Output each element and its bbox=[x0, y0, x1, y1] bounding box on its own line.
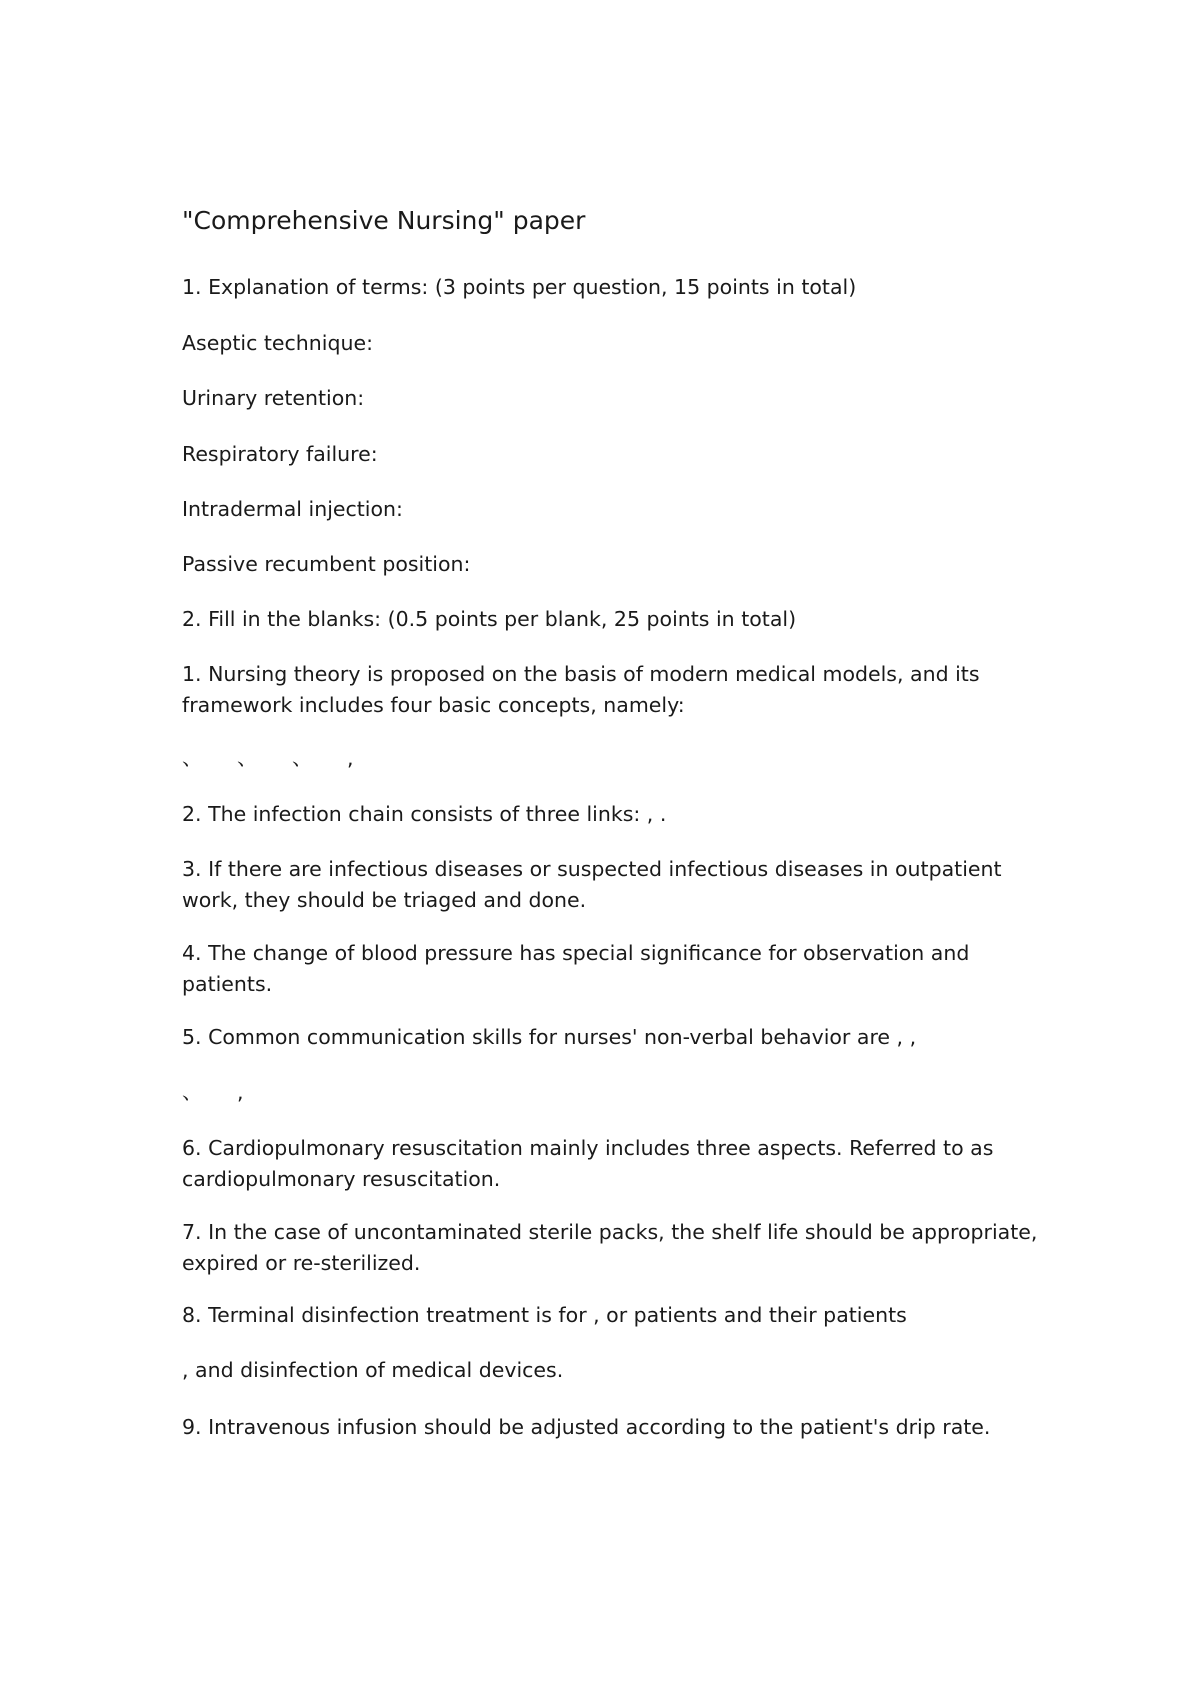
term-respiratory-failure: Respiratory failure: bbox=[182, 442, 378, 466]
question-6: 6. Cardiopulmonary resuscitation mainly includes three aspects. Referred to as cardiopulmonary resuscitation. bbox=[182, 1136, 994, 1191]
term-intradermal-injection: Intradermal injection: bbox=[182, 497, 403, 521]
question-2: 2. The infection chain consists of three links: , . bbox=[182, 802, 667, 826]
question-5-blanks: 、 , bbox=[182, 1080, 258, 1104]
term-aseptic-technique: Aseptic technique: bbox=[182, 331, 373, 355]
section-2-heading: 2. Fill in the blanks: (0.5 points per blank, 25 points in total) bbox=[182, 607, 797, 631]
section-1-heading: 1. Explanation of terms: (3 points per question, 15 points in total) bbox=[182, 275, 857, 299]
term-passive-recumbent-position: Passive recumbent position: bbox=[182, 552, 471, 576]
question-7: 7. In the case of uncontaminated sterile packs, the shelf life should be appropriate, expired or re-sterilized. bbox=[182, 1220, 1038, 1275]
question-3: 3. If there are infectious diseases or suspected infectious diseases in outpatient work, they should be triaged and done. bbox=[182, 857, 1002, 912]
question-1-blanks: 、 、 、 , bbox=[182, 746, 368, 770]
question-8: 8. Terminal disinfection treatment is for , or patients and their patients bbox=[182, 1303, 907, 1327]
document-title: "Comprehensive Nursing" paper bbox=[182, 206, 586, 235]
question-8-continuation: , and disinfection of medical devices. bbox=[182, 1358, 564, 1382]
question-4: 4. The change of blood pressure has special significance for observation and patients. bbox=[182, 941, 970, 996]
term-urinary-retention: Urinary retention: bbox=[182, 386, 365, 410]
question-1: 1. Nursing theory is proposed on the basis of modern medical models, and its framework includes four basic concepts, namely: bbox=[182, 662, 980, 717]
question-5: 5. Common communication skills for nurses' non-verbal behavior are , , bbox=[182, 1025, 917, 1049]
question-9: 9. Intravenous infusion should be adjusted according to the patient's drip rate. bbox=[182, 1415, 991, 1439]
